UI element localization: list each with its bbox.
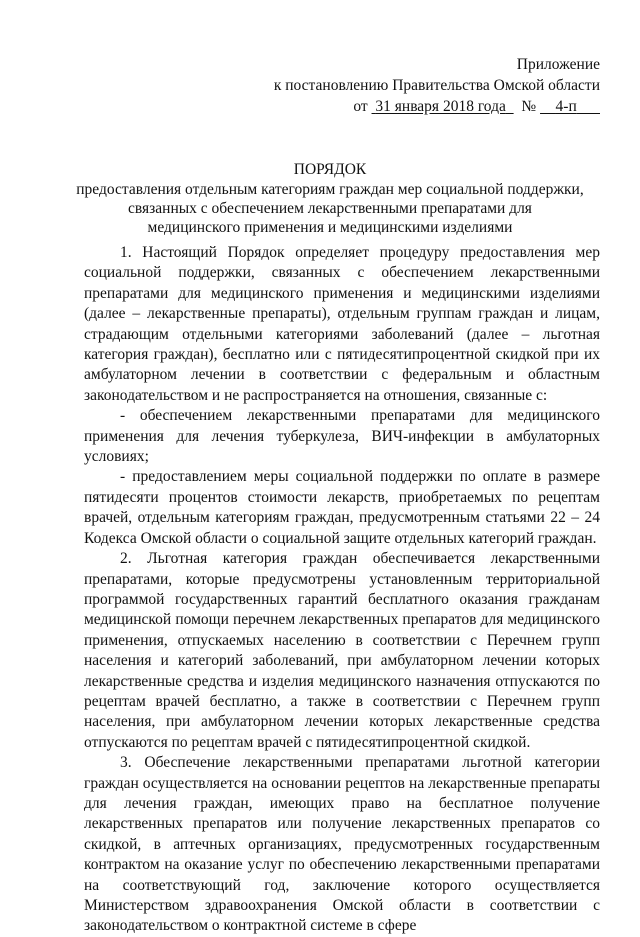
resolution-date: 31 января 2018 года	[375, 98, 506, 115]
document-header	[274, 54, 600, 117]
paragraph-1-item-1: - обеспечением лекарственными препаратами для медицинского применения для лечения туберкулеза, ВИЧ-инфекции в амбулаторных условиях;	[84, 407, 600, 466]
document-body	[84, 243, 600, 937]
resolution-number: 4-п	[555, 98, 577, 115]
title-heading: ПОРЯДОК	[293, 161, 367, 178]
paragraph-1: 1. Настоящий Порядок определяет процедуру предоставления мер социальной поддержки, связанных с обеспечением лекарственными препаратами для медицинского применения и медицинскими изделиями (далее – лекарственные препараты), отдельным группам граждан и лицам, страдающим отдельными категориями заболеваний (далее – льготная категория граждан), бесплатно или с пятидесятипроцентной скидкой при их амбулаторном лечении в соответствии с федеральным и областным законодательством и не распространяется на отношения, связанные с:	[84, 244, 600, 404]
document-title	[60, 160, 600, 237]
paragraph-3: 3. Обеспечение лекарственными препаратами льготной категории граждан осуществляется на основании рецептов на лекарственные препараты для лечения граждан, имеющих право на бесплатное получение лекарственных препаратов или получение лекарственных препаратов со скидкой, в аптечных организациях, предусмотренных государственным контрактом на оказание услуг по обеспечению лекарственными препаратами на соответствующий год, заключение которого осуществляется Министерством здравоохранения Омской области в соответствии с законодательством о контрактной системе в сфере	[84, 754, 600, 935]
number-label: №	[521, 98, 537, 115]
resolution-reference: к постановлению Правительства Омской области	[273, 77, 600, 94]
date-prefix: от	[353, 98, 368, 115]
title-line-3: медицинского применения и медицинскими изделиями	[147, 219, 513, 236]
paragraph-1-item-2: - предоставлением меры социальной поддержки по оплате в размере пятидесяти процентов стоимости лекарств, приобретаемых по рецептам врачей, отдельным категориям граждан, предусмотренным статьями 22 – 24 Кодекса Омской области о социальной защите отдельных категорий граждан.	[84, 468, 600, 547]
title-line-1: предоставления отдельным категориям граждан мер социальной поддержки,	[76, 181, 584, 198]
resolution-date-line	[274, 96, 600, 117]
paragraph-2: 2. Льготная категория граждан обеспечивается лекарственными препаратами, которые предусмотрены установленным территориальной программой государственных гарантий бесплатного оказания гражданам медицинской помощи перечнем лекарственных препаратов для медицинского применения, отпускаемых населению в соответствии с Перечнем групп населения и категорий заболеваний, при амбулаторном лечении которых лекарственные средства и изделия медицинского назначения отпускаются по рецептам врачей бесплатно, а также в соответствии с Перечнем групп населения, при амбулаторном лечении которых лекарственные средства отпускаются по рецептам врачей с пятидесятипроцентной скидкой.	[84, 550, 600, 751]
title-line-2: связанных с обеспечением лекарственными препаратами для	[128, 200, 532, 217]
appendix-label: Приложение	[516, 56, 600, 73]
